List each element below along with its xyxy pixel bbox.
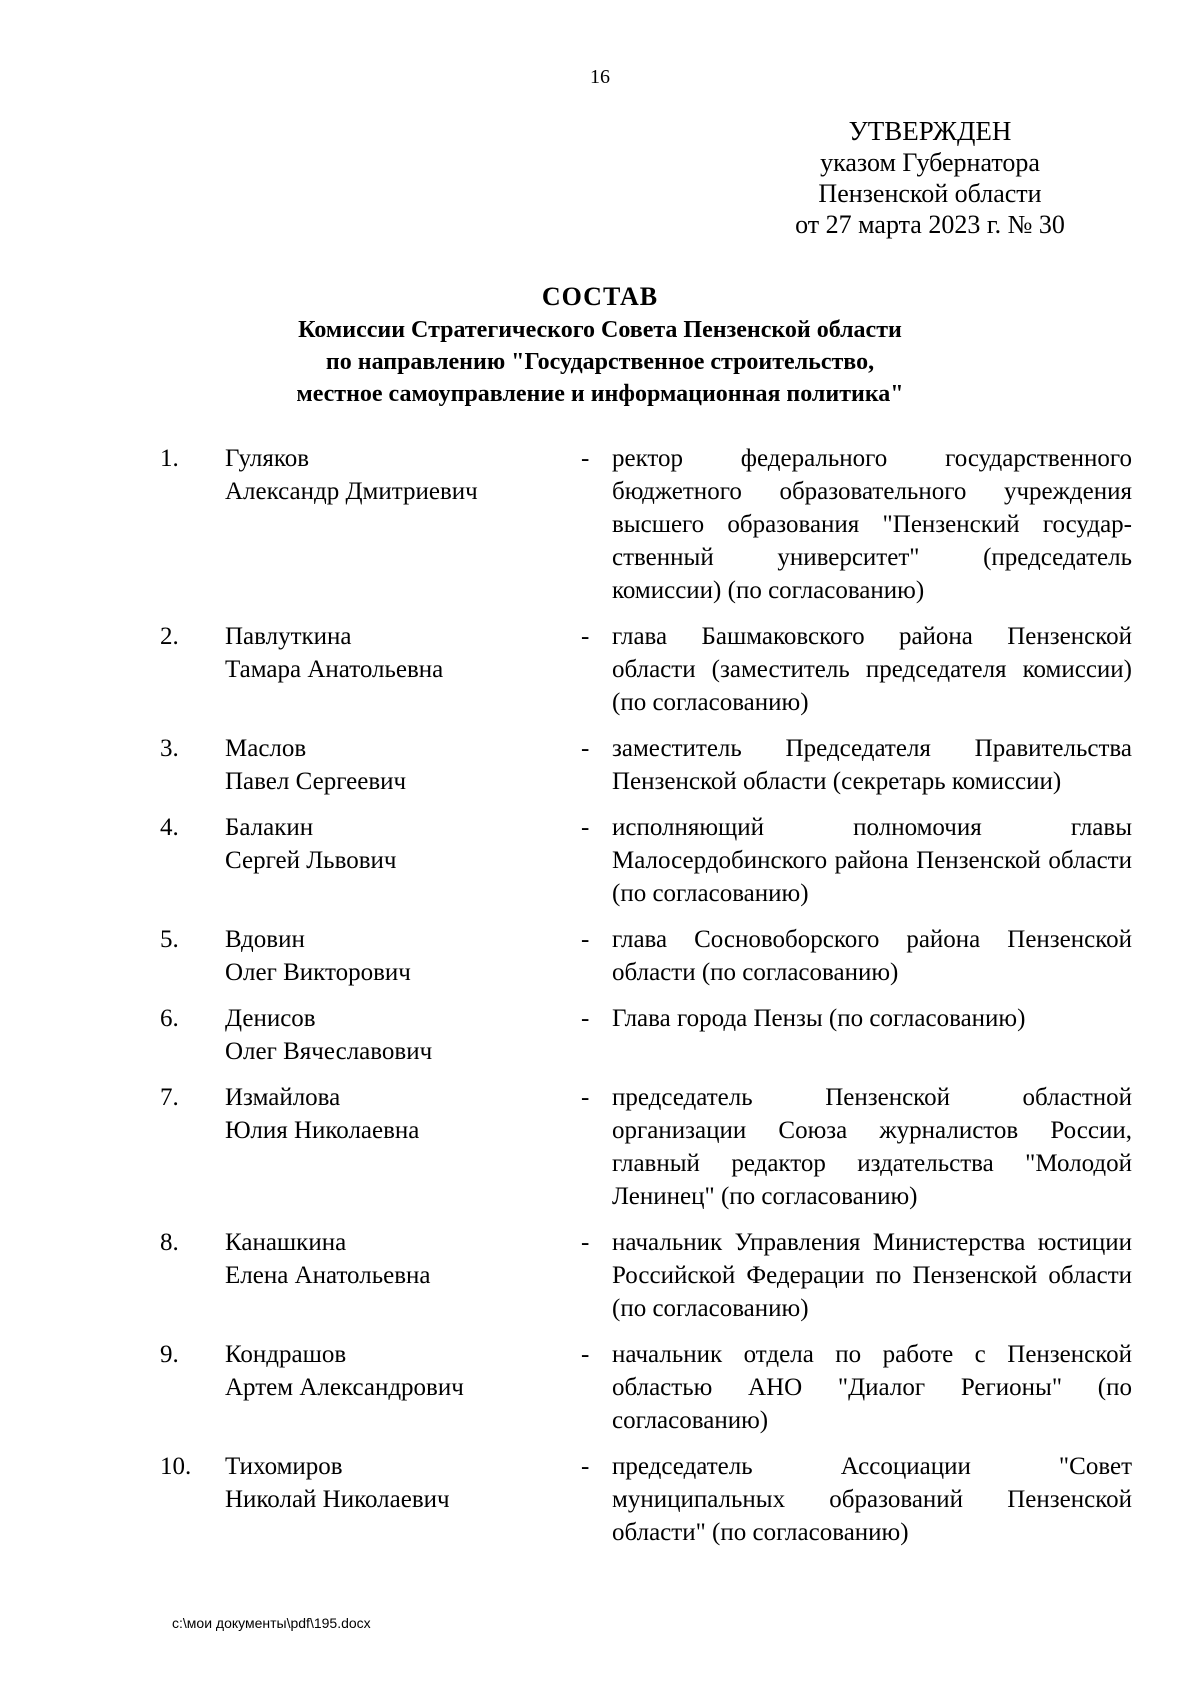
member-given-names: Елена Анатольевна bbox=[225, 1262, 431, 1289]
member-row bbox=[0, 732, 1200, 798]
member-role: председатель Ассоциации "Совет муниципальных образований Пензенской области" (по согласованию) bbox=[612, 1453, 1132, 1546]
member-list bbox=[0, 442, 1200, 1562]
member-number: 3. bbox=[160, 735, 179, 762]
member-role: глава Башмаковского района Пензенской области (заместитель председателя комиссии) (по согласованию) bbox=[612, 623, 1132, 716]
member-row bbox=[0, 1450, 1200, 1549]
member-name bbox=[225, 1002, 565, 1068]
member-role: начальник отдела по работе с Пензенской областью АНО "Диалог Регионы" (по согласованию) bbox=[612, 1341, 1132, 1434]
member-given-names: Сергей Львович bbox=[225, 847, 397, 874]
member-surname: Маслов bbox=[225, 735, 307, 762]
member-surname: Тихомиров bbox=[225, 1453, 343, 1480]
member-number: 9. bbox=[160, 1341, 179, 1368]
member-role: исполняющий полномочия главы Малосердобинского района Пензенской области (по согласованию) bbox=[612, 814, 1132, 907]
member-surname: Гуляков bbox=[225, 445, 310, 472]
member-name bbox=[225, 1226, 565, 1292]
member-number: 1. bbox=[160, 445, 179, 472]
member-role: ректор федерального государственного бюджетного образовательного учреждения высшего образования "Пензенский государственный университет" (председатель комиссии) (по согласованию) bbox=[612, 445, 1132, 604]
member-row bbox=[0, 923, 1200, 989]
member-number: 5. bbox=[160, 926, 179, 953]
member-row bbox=[0, 1338, 1200, 1437]
document-subtitle-line-2: по направлению "Государственное строительство, bbox=[325, 349, 875, 375]
member-role: заместитель Председателя Правительства Пензенской области (секретарь комиссии) bbox=[612, 735, 1132, 795]
page-number: 16 bbox=[590, 66, 610, 88]
member-role: Глава города Пензы (по согласованию) bbox=[612, 1005, 1026, 1032]
member-dash: - bbox=[581, 926, 590, 953]
member-row bbox=[0, 442, 1200, 607]
member-surname: Измайлова bbox=[225, 1084, 341, 1111]
approval-line-date: от 27 марта 2023 г. № 30 bbox=[795, 210, 1065, 239]
member-row bbox=[0, 811, 1200, 910]
member-row bbox=[0, 1081, 1200, 1213]
member-given-names: Олег Вячеславович bbox=[225, 1038, 433, 1065]
member-name bbox=[225, 1450, 565, 1516]
member-name bbox=[225, 811, 565, 877]
member-surname: Канашкина bbox=[225, 1229, 347, 1256]
approval-line-region: Пензенской области bbox=[818, 179, 1042, 208]
approval-line-approved: УТВЕРЖДЕН bbox=[848, 116, 1012, 146]
member-given-names: Павел Сергеевич bbox=[225, 768, 407, 795]
member-given-names: Олег Викторович bbox=[225, 959, 411, 986]
member-surname: Денисов bbox=[225, 1005, 316, 1032]
member-name bbox=[225, 923, 565, 989]
approval-line-decree: указом Губернатора bbox=[820, 148, 1040, 177]
member-given-names: Тамара Анатольевна bbox=[225, 656, 444, 683]
member-number: 7. bbox=[160, 1084, 179, 1111]
member-number: 10. bbox=[160, 1453, 192, 1480]
member-row bbox=[0, 620, 1200, 719]
member-name bbox=[225, 1081, 565, 1147]
member-dash: - bbox=[581, 1084, 590, 1111]
member-dash: - bbox=[581, 735, 590, 762]
member-number: 8. bbox=[160, 1229, 179, 1256]
document-subtitle-line-1: Комиссии Стратегического Совета Пензенской области bbox=[298, 317, 902, 343]
member-number: 4. bbox=[160, 814, 179, 841]
member-given-names: Юлия Николаевна bbox=[225, 1117, 420, 1144]
member-dash: - bbox=[581, 1341, 590, 1368]
document-subtitle-line-3: местное самоуправление и информационная политика" bbox=[296, 381, 904, 407]
member-number: 6. bbox=[160, 1005, 179, 1032]
member-surname: Балакин bbox=[225, 814, 314, 841]
member-surname: Вдовин bbox=[225, 926, 305, 953]
member-role: глава Сосновоборского района Пензенской области (по согласованию) bbox=[612, 926, 1132, 986]
member-given-names: Артем Александрович bbox=[225, 1374, 464, 1401]
file-path-footer: c:\мои документы\pdf\195.docx bbox=[172, 1615, 371, 1631]
approval-stamp bbox=[760, 116, 1100, 240]
member-given-names: Александр Дмитриевич bbox=[225, 478, 478, 505]
member-name bbox=[225, 442, 565, 508]
document-heading bbox=[200, 280, 1000, 410]
member-surname: Кондрашов bbox=[225, 1341, 347, 1368]
document-title: СОСТАВ bbox=[541, 282, 659, 311]
member-surname: Павлуткина bbox=[225, 623, 352, 650]
member-name bbox=[225, 620, 565, 686]
member-name bbox=[225, 1338, 565, 1404]
member-number: 2. bbox=[160, 623, 179, 650]
member-row bbox=[0, 1226, 1200, 1325]
member-dash: - bbox=[581, 814, 590, 841]
member-dash: - bbox=[581, 445, 590, 472]
member-dash: - bbox=[581, 1453, 590, 1480]
member-role: председатель Пензенской областной организации Союза журналистов России, главный редактор издательства "Молодой Ленинец" (по согласованию) bbox=[612, 1084, 1132, 1210]
member-role: начальник Управления Министерства юстиции Российской Федерации по Пензенской области (по согласованию) bbox=[612, 1229, 1132, 1322]
member-row bbox=[0, 1002, 1200, 1068]
member-given-names: Николай Николаевич bbox=[225, 1486, 450, 1513]
member-name bbox=[225, 732, 565, 798]
member-dash: - bbox=[581, 623, 590, 650]
member-dash: - bbox=[581, 1005, 590, 1032]
member-dash: - bbox=[581, 1229, 590, 1256]
